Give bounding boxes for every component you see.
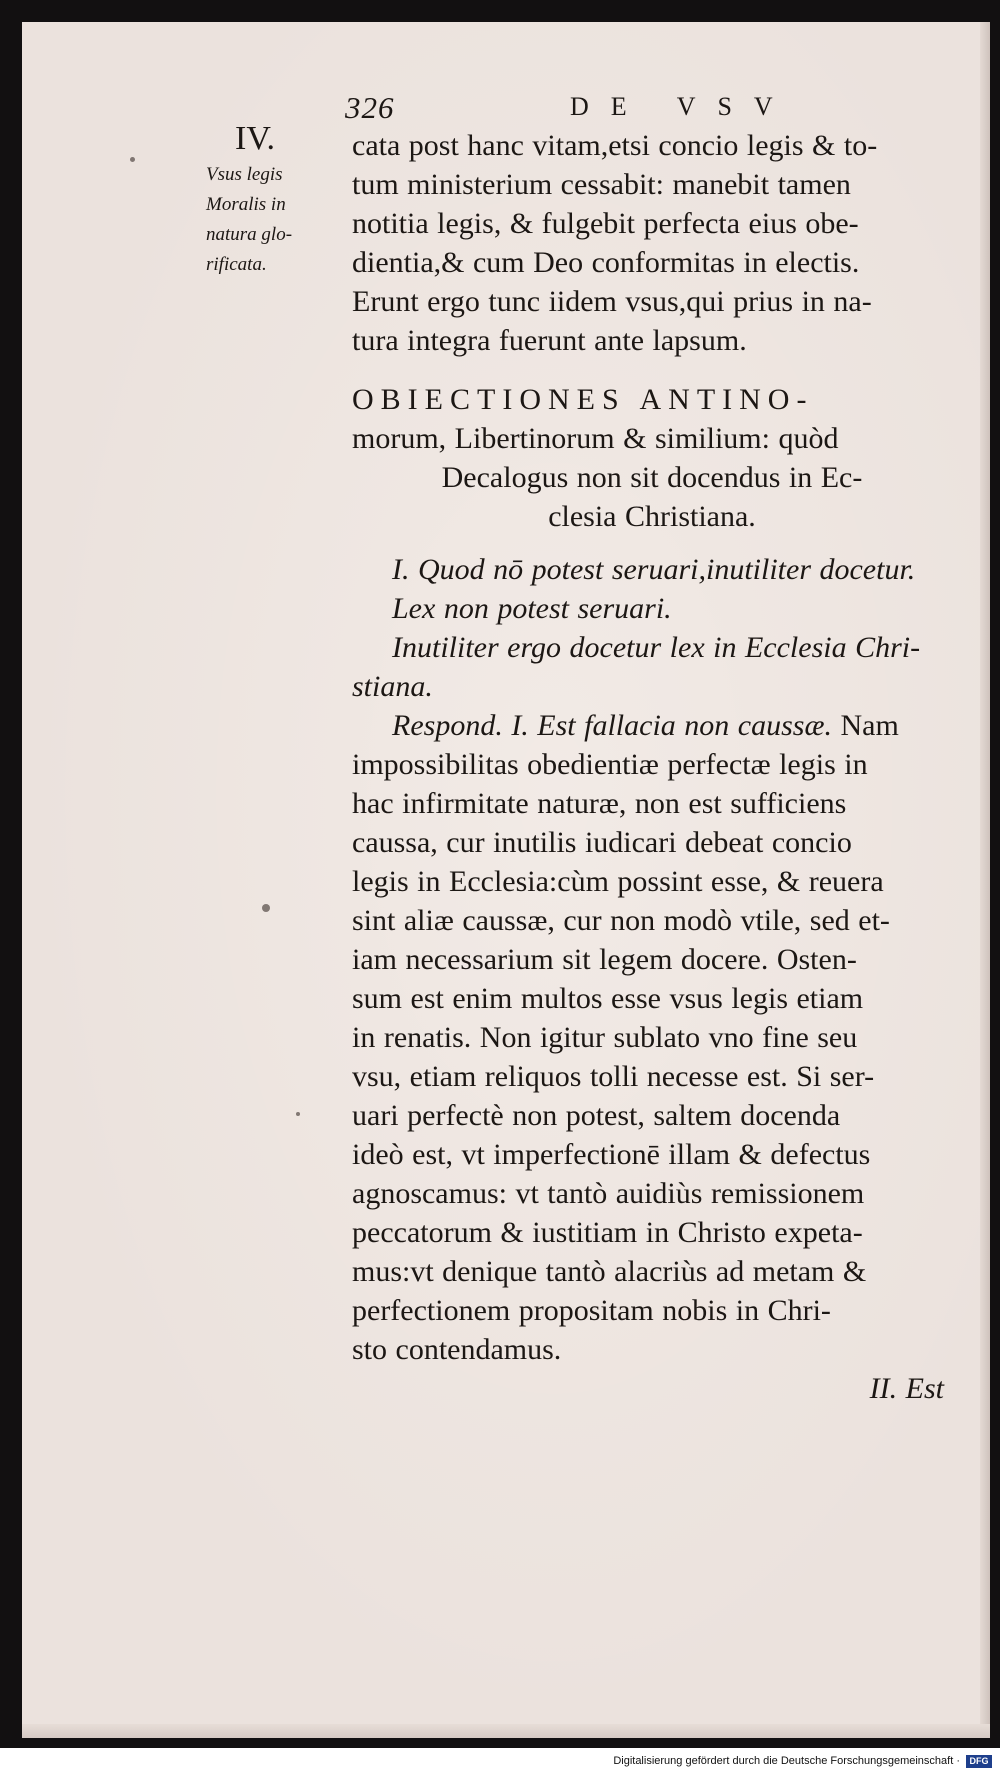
text-line: ideò est, vt imperfectionē illam & defectus	[352, 1138, 871, 1171]
text-line: sum est enim multos esse vsus legis etiam	[352, 982, 864, 1015]
text-line: agnoscamus: vt tantò auidiùs remissionem	[352, 1177, 865, 1210]
margin-note	[206, 160, 332, 280]
text-line: perfectionem propositam nobis in Chri-	[352, 1294, 831, 1327]
text-line: sto contendamus.	[352, 1333, 562, 1366]
text-line: vsu, etiam reliquos tolli necesse est. Si ser-	[352, 1060, 875, 1093]
text-line: iam necessarium sit legem docere. Osten-	[352, 943, 857, 976]
catchword: II. Est	[869, 1372, 944, 1405]
ink-dot	[262, 904, 270, 912]
heading-line: clesia Christiana.	[548, 500, 756, 533]
text-line: uari perfectè non potest, saltem docenda	[352, 1099, 841, 1132]
margin-section-number: IV.	[235, 120, 275, 157]
text-line: mus:vt denique tantò alacriùs ad metam &	[352, 1255, 867, 1288]
syllogism-line: Inutiliter ergo docetur lex in Ecclesia Chri-	[392, 631, 921, 664]
page-edge-right	[980, 22, 990, 1738]
running-title: DE VSV	[570, 92, 795, 121]
page-number: 326	[345, 90, 395, 125]
text-line: Erunt ergo tunc iidem vsus,qui prius in na-	[352, 285, 872, 318]
ink-dot	[296, 1112, 300, 1116]
syllogism-line: I. Quod nō potest seruari,inutiliter docetur.	[392, 553, 916, 586]
margin-note-line: natura glo-	[206, 224, 293, 245]
text-line: hac infirmitate naturæ, non est sufficiens	[352, 787, 847, 820]
running-head	[345, 90, 795, 130]
text-line: dientia,& cum Deo conformitas in electis.	[352, 246, 860, 279]
text-line: tum ministerium cessabit: manebit tamen	[352, 168, 851, 201]
text-line: legis in Ecclesia:cùm possint esse, & reuera	[352, 865, 884, 898]
text-line: cata post hanc vitam,etsi concio legis & to-	[352, 129, 878, 162]
digitization-footer	[0, 1748, 1000, 1773]
syllogism-line: Lex non potest seruari.	[392, 592, 672, 625]
text-line: impossibilitas obedientiæ perfectæ legis in	[352, 748, 868, 781]
ink-dot	[130, 157, 135, 162]
dfg-logo: DFG	[966, 1755, 992, 1768]
section-heading	[352, 380, 972, 536]
text-line: tura integra fuerunt ante lapsum.	[352, 324, 747, 357]
paragraph-response	[352, 706, 972, 1369]
heading-line: OBIECTIONES ANTINO-	[352, 383, 814, 416]
margin-note-line: Vsus legis	[206, 164, 283, 185]
respond-continuation: Nam	[831, 709, 899, 742]
text-line: peccatorum & iustitiam in Christo expeta-	[352, 1216, 863, 1249]
margin-note-line: Moralis in	[206, 194, 286, 215]
paragraph-opening	[352, 126, 972, 360]
respond-label: Respond. I. Est fallacia non caussæ.	[392, 709, 832, 742]
page-edge-bottom	[22, 1724, 990, 1738]
margin-note-line: rificata.	[206, 254, 267, 275]
text-line: caussa, cur inutilis iudicari debeat concio	[352, 826, 852, 859]
main-text	[352, 126, 972, 1408]
footer-credit: Digitalisierung gefördert durch die Deutsche Forschungsgemeinschaft ·	[613, 1755, 960, 1767]
text-line: notitia legis, & fulgebit perfecta eius obe-	[352, 207, 859, 240]
syllogism	[352, 550, 972, 706]
text-line: sint aliæ caussæ, cur non modò vtile, sed et-	[352, 904, 890, 937]
heading-line: morum, Libertinorum & similium: quòd	[352, 422, 839, 455]
syllogism-line: stiana.	[352, 670, 433, 703]
text-line	[352, 706, 972, 745]
text-line: in renatis. Non igitur sublato vno fine seu	[352, 1021, 858, 1054]
heading-line: Decalogus non sit docendus in Ec-	[441, 461, 863, 494]
